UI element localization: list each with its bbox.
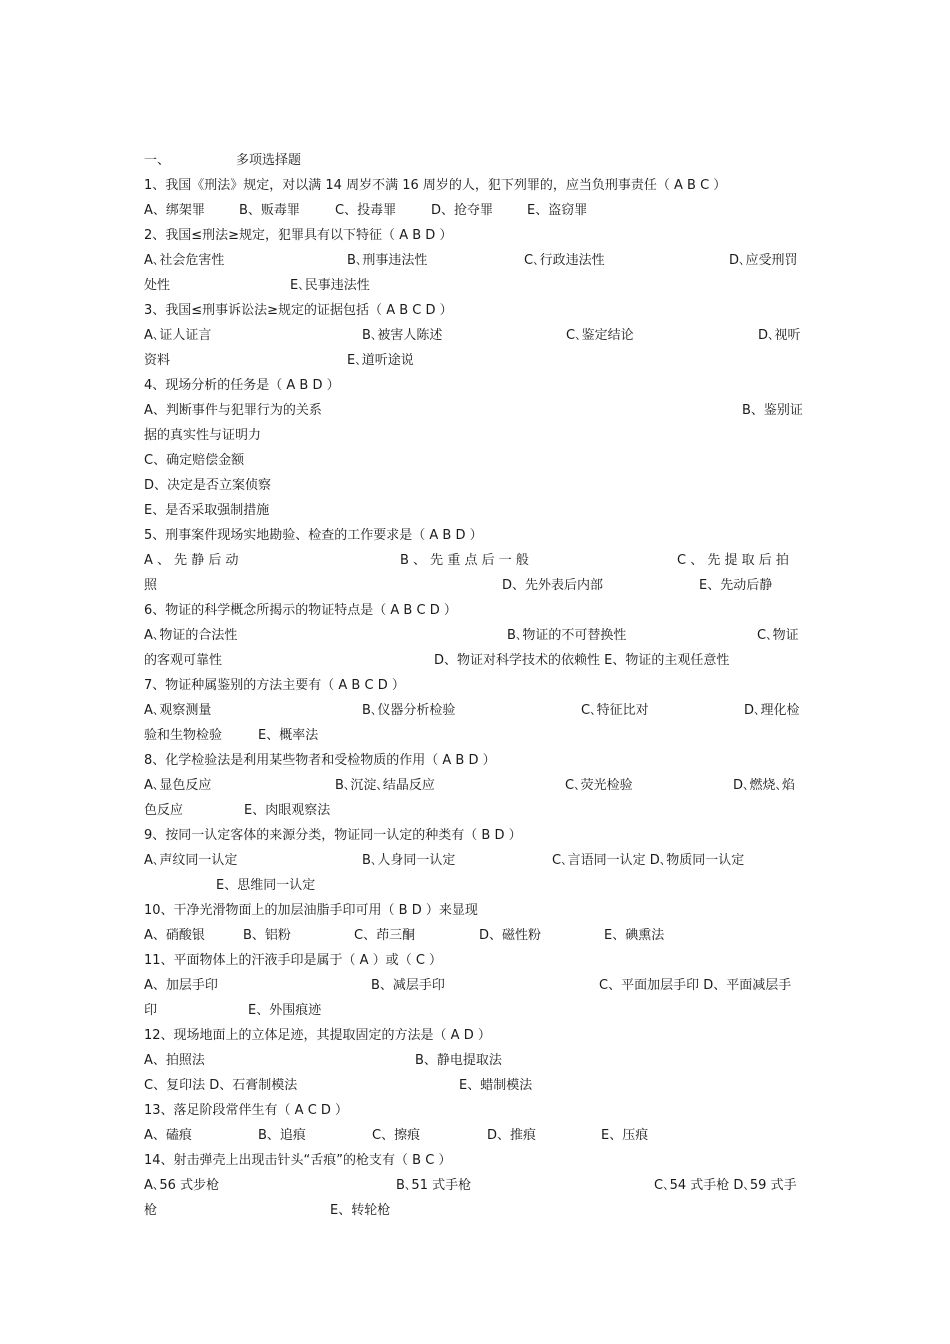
option-e: E、先动后静 <box>699 578 773 593</box>
question-stem: 10、干净光滑物面上的加层油脂手印可用（ B D ）来显现 <box>144 903 478 918</box>
option-a: A、判断事件与犯罪行为的关系 <box>144 403 322 418</box>
question-12-options <box>144 1048 807 1073</box>
option-b: B、静电提取法 <box>415 1053 502 1068</box>
option-e: E、概率法 <box>258 728 319 743</box>
question-14 <box>144 1148 807 1173</box>
section-number: 一、 <box>144 153 171 168</box>
question-4-option-e <box>144 498 807 523</box>
option-d: D､应受刑罚 <box>729 253 798 268</box>
option-d: D、先外表后内部 <box>502 578 604 593</box>
question-1-options <box>144 198 807 223</box>
question-8-options-cont <box>144 798 807 823</box>
option-c-cont: 的客观可靠性 <box>144 653 223 668</box>
question-stem: 2、我国≤刑法≥规定，犯罪具有以下特征（ A B D ） <box>144 228 453 243</box>
question-10-options <box>144 923 807 948</box>
option-a: A 、 先 静 后 动 <box>144 553 239 568</box>
option-e: E､道听途说 <box>347 353 414 368</box>
question-4-options-cont <box>144 423 807 448</box>
option-b: B、贩毒罪 <box>239 203 300 218</box>
option-c: C､物证 <box>757 628 799 643</box>
document-page <box>144 148 807 1223</box>
question-5-options <box>144 548 807 573</box>
question-stem: 12、现场地面上的立体足迹，其提取固定的方法是（ A D ） <box>144 1028 491 1043</box>
question-stem: 6、物证的科学概念所揭示的物证特点是（ A B C D ） <box>144 603 457 618</box>
question-5-options-cont <box>144 573 807 598</box>
question-8-options <box>144 773 807 798</box>
option-d: D、决定是否立案侦察 <box>144 478 272 493</box>
option-b: B 、 先 重 点 后 一 般 <box>400 553 529 568</box>
option-e: E、转轮枪 <box>330 1203 391 1218</box>
option-e: E､民事违法性 <box>290 278 370 293</box>
option-a: A、加层手印 <box>144 978 218 993</box>
option-a: A､证人证言 <box>144 328 212 343</box>
option-d-e: D、物证对科学技术的依赖性 E、物证的主观任意性 <box>434 653 730 668</box>
question-12-options-cont <box>144 1073 807 1098</box>
question-7-options <box>144 698 807 723</box>
question-7 <box>144 673 807 698</box>
question-2-options <box>144 248 807 273</box>
question-6-options <box>144 623 807 648</box>
question-11-options-cont <box>144 998 807 1023</box>
option-c: C､特征比对 <box>581 703 649 718</box>
question-4-options <box>144 398 807 423</box>
option-d-cont: 验和生物检验 <box>144 728 223 743</box>
option-e: E、碘熏法 <box>604 928 665 943</box>
question-stem: 7、物证种属鉴别的方法主要有（ A B C D ） <box>144 678 405 693</box>
section-title: 多项选择题 <box>236 153 302 168</box>
option-a: A､56 式步枪 <box>144 1178 220 1193</box>
question-5 <box>144 523 807 548</box>
question-1 <box>144 173 807 198</box>
option-e: E、肉眼观察法 <box>244 803 331 818</box>
question-12 <box>144 1023 807 1048</box>
option-c: C、确定赔偿金额 <box>144 453 245 468</box>
question-13-options <box>144 1123 807 1148</box>
option-d-cont: 印 <box>144 1003 158 1018</box>
option-c: C、茚三酮 <box>354 928 416 943</box>
option-c-d: C、复印法 D、石膏制模法 <box>144 1078 298 1093</box>
option-d: D、磁性粉 <box>479 928 542 943</box>
question-stem: 11、平面物体上的汗液手印是属于（ A ）或（ C ） <box>144 953 443 968</box>
option-a: A､社会危害性 <box>144 253 225 268</box>
option-c: C 、 先 提 取 后 拍 <box>677 553 789 568</box>
question-6-options-cont <box>144 648 807 673</box>
question-stem: 5、刑事案件现场实地勘验、检查的工作要求是（ A B D ） <box>144 528 483 543</box>
question-4 <box>144 373 807 398</box>
question-13 <box>144 1098 807 1123</box>
option-a: A、磕痕 <box>144 1128 192 1143</box>
option-e: E、思维同一认定 <box>216 878 316 893</box>
question-stem: 3、我国≤刑事诉讼法≥规定的证据包括（ A B C D ） <box>144 303 453 318</box>
option-d-cont: 资料 <box>144 353 171 368</box>
option-b: B、铝粉 <box>243 928 291 943</box>
question-2 <box>144 223 807 248</box>
option-d: D､燃烧､焰 <box>733 778 796 793</box>
option-a: A、绑架罪 <box>144 203 205 218</box>
option-e: E、压痕 <box>601 1128 649 1143</box>
option-d: D､理化检 <box>744 703 800 718</box>
question-9-options <box>144 848 807 873</box>
option-d: D、抢夺罪 <box>431 203 494 218</box>
option-a: A、拍照法 <box>144 1053 205 1068</box>
option-c: C､荧光检验 <box>565 778 633 793</box>
question-8 <box>144 748 807 773</box>
option-c: C、投毒罪 <box>335 203 397 218</box>
question-stem: 9、按同一认定客体的来源分类，物证同一认定的种类有（ B D ） <box>144 828 522 843</box>
option-c-d: C､54 式手枪 D､59 式手 <box>654 1178 797 1193</box>
option-e: E、外围痕迹 <box>248 1003 322 1018</box>
option-b: B､仪器分析检验 <box>362 703 456 718</box>
question-9 <box>144 823 807 848</box>
option-b: B､被害人陈述 <box>362 328 443 343</box>
question-3-options-cont <box>144 348 807 373</box>
question-4-option-d <box>144 473 807 498</box>
option-e: E、蜡制模法 <box>459 1078 533 1093</box>
option-c-d: C、平面加层手印 D、平面减层手 <box>599 978 792 993</box>
option-d: D、推痕 <box>487 1128 537 1143</box>
option-c-d: C､言语同一认定 D､物质同一认定 <box>552 853 745 868</box>
option-c: C､行政违法性 <box>524 253 605 268</box>
question-stem: 8、化学检验法是利用某些物者和受检物质的作用（ A B D ） <box>144 753 496 768</box>
question-stem: 13、落足阶段常伴生有（ A C D ） <box>144 1103 349 1118</box>
option-d: D､视听 <box>758 328 801 343</box>
option-a: A、硝酸银 <box>144 928 205 943</box>
option-b-cont: 据的真实性与证明力 <box>144 428 262 443</box>
option-b: B､物证的不可替换性 <box>507 628 627 643</box>
question-11-options <box>144 973 807 998</box>
option-e: E、是否采取强制措施 <box>144 503 270 518</box>
option-b: B､51 式手枪 <box>396 1178 472 1193</box>
option-a: A､物证的合法性 <box>144 628 238 643</box>
question-7-options-cont <box>144 723 807 748</box>
question-6 <box>144 598 807 623</box>
question-stem: 1、我国《刑法》规定，对以满 14 周岁不满 16 周岁的人，犯下列罪的，应当负刑事责任（ A B C ） <box>144 178 727 193</box>
option-b: B､人身同一认定 <box>362 853 456 868</box>
option-b: B、鉴别证 <box>742 403 803 418</box>
option-c-cont: 照 <box>144 578 158 593</box>
option-a: A､显色反应 <box>144 778 212 793</box>
option-a: A､观察测量 <box>144 703 212 718</box>
question-3-options <box>144 323 807 348</box>
option-c: C､鉴定结论 <box>566 328 634 343</box>
option-a: A､声纹同一认定 <box>144 853 238 868</box>
question-4-option-c <box>144 448 807 473</box>
option-d-cont: 处性 <box>144 278 171 293</box>
question-stem: 4、现场分析的任务是（ A B D ） <box>144 378 340 393</box>
option-b: B､沉淀､结晶反应 <box>335 778 435 793</box>
question-10 <box>144 898 807 923</box>
question-14-options-cont <box>144 1198 807 1223</box>
option-b: B、追痕 <box>258 1128 306 1143</box>
option-e: E、盗窃罪 <box>527 203 588 218</box>
section-heading <box>144 148 807 173</box>
question-11 <box>144 948 807 973</box>
option-d-cont: 枪 <box>144 1203 158 1218</box>
question-2-options-cont <box>144 273 807 298</box>
question-3 <box>144 298 807 323</box>
option-d-cont: 色反应 <box>144 803 184 818</box>
option-b: B､刑事违法性 <box>347 253 428 268</box>
question-stem: 14、射击弹壳上出现击针头“舌痕”的枪支有（ B C ） <box>144 1153 452 1168</box>
option-c: C、擦痕 <box>372 1128 421 1143</box>
option-b: B、减层手印 <box>371 978 445 993</box>
question-9-options-cont <box>144 873 807 898</box>
question-14-options <box>144 1173 807 1198</box>
